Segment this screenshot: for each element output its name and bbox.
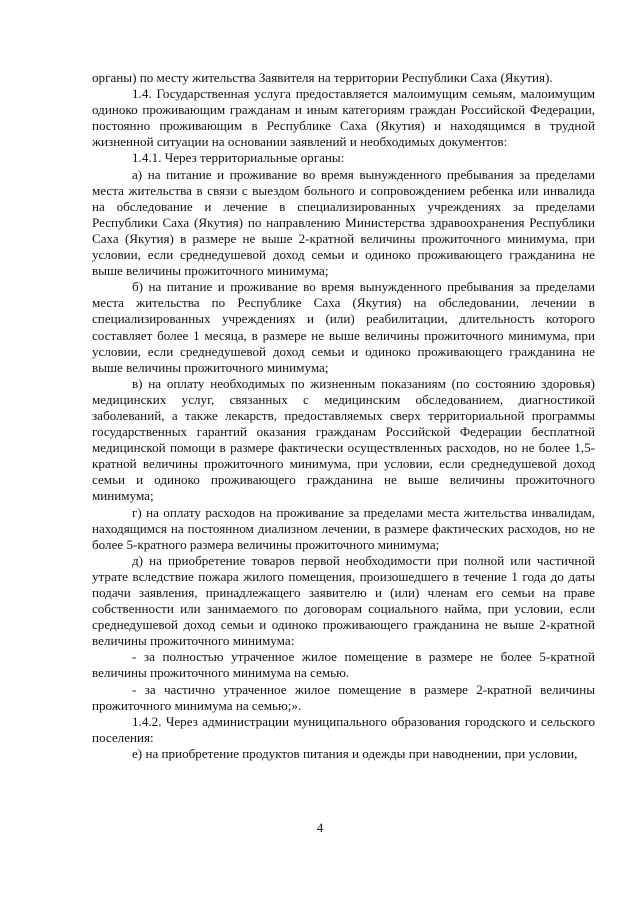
paragraph-item-v: в) на оплату необходимых по жизненным показаниям (по состоянию здоровья) медицинских услуг, связанных с медицинским обследованием, диагностикой заболеваний, а также лекарств, предоставляемых сверх территориальной программы государственных гарантий оказания гражданам Российской Федерации бесплатной медицинской помощи в размере фактически осуществленных расходов, но не более 1,5-кратной величины прожиточного минимума, при условии, если среднедушевой доход семьи и одиноко проживающего гражданина не выше величины прожиточного минимума; <box>92 375 595 504</box>
paragraph-1-4-1: 1.4.1. Через территориальные органы: <box>132 150 345 166</box>
paragraph-item-e: е) на приобретение продуктов питания и одежды при наводнении, при условии, <box>132 745 578 761</box>
paragraph-continuation: органы) по месту жительства Заявителя на территории Республики Саха (Якутия). <box>92 70 553 85</box>
paragraph-partial-loss: - за частично утраченное жилое помещение в размере 2-кратной величины прожиточного минимума на семью;». <box>92 681 595 713</box>
paragraph-item-a: а) на питание и проживание во время вынужденного пребывания за пределами места жительства в связи с выездом больного и сопровождением ребенка или инвалида на обследование и лечение в специализированных учреждениях за пределами Республики Саха (Якутия) по направлению Министерства здравоохранения Республики Саха (Якутия) в размере не выше 2-кратной величины прожиточного минимума, при условии, если среднедушевой доход семьи и одиноко проживающего гражданина не выше величины прожиточного минимума; <box>92 166 595 279</box>
paragraph-item-d: д) на приобретение товаров первой необходимости при полной или частичной утрате вследствие пожара жилого помещения, произошедшего в течение 1 года до даты подачи заявления, принадлежащего заявителю и (или) членам его семьи на праве собственности или занимаемого по договорам социального найма, при условии, если среднедушевой доход семьи и одиноко проживающего гражданина не выше 2-кратной величины прожиточного минимума: <box>92 552 595 649</box>
paragraph-1-4: 1.4. Государственная услуга предоставляется малоимущим семьям, малоимущим одиноко проживающим гражданам и иным категориям граждан Российской Федерации, постоянно проживающим в Республике Саха (Якутия) и находящимся в трудной жизненной ситуации на основании заявлений и необходимых документов: <box>92 86 595 150</box>
paragraph-item-g: г) на оплату расходов на проживание за пределами места жительства инвалидам, находящимся на постоянном диализном лечении, в размере фактических расходов, но не более 5-кратного размера величины прожиточного минимума; <box>92 504 595 552</box>
page-number: 4 <box>316 820 324 835</box>
document-body <box>92 70 595 762</box>
paragraph-full-loss: - за полностью утраченное жилое помещение в размере не более 5-кратной величины прожиточного минимума на семью. <box>92 649 595 681</box>
paragraph-1-4-2: 1.4.2. Через администрации муниципального образования городского и сельского поселения: <box>92 713 595 745</box>
paragraph-item-b: б) на питание и проживание во время вынужденного пребывания за пределами места жительства по Республике Саха (Якутия) на обследовании, лечении в специализированных учреждениях и (или) реабилитации, длительность которого составляет более 1 месяца, в размере не выше величины прожиточного минимума, при условии, если среднедушевой доход семьи и одиноко проживающего гражданина не выше величины прожиточного минимума; <box>92 279 595 375</box>
